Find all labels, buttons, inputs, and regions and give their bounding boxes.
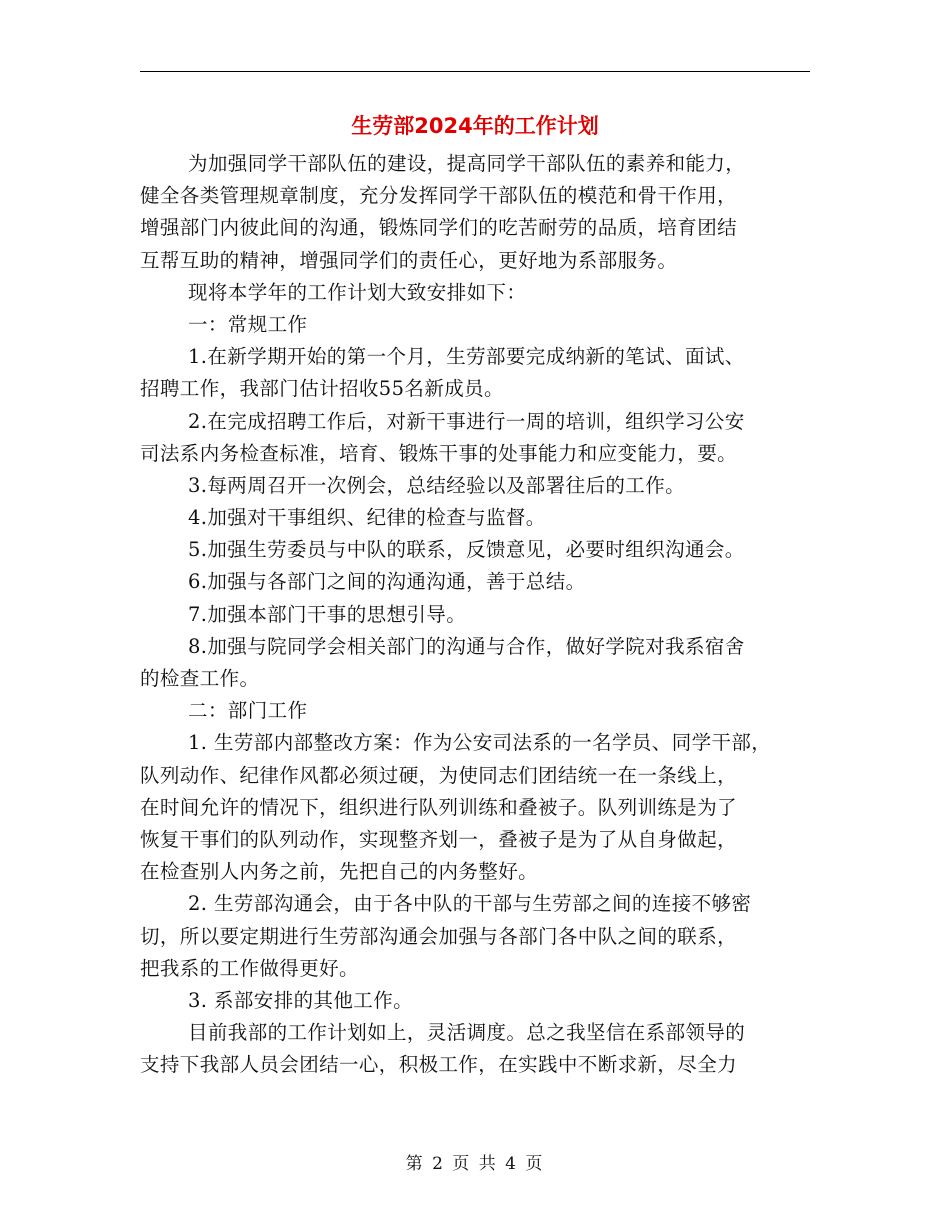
list-item: 3. 系部安排的其他工作。	[188, 988, 414, 1012]
section-heading: 二：部门工作	[188, 699, 308, 723]
paragraph-line: 互帮互助的精神，增强同学们的责任心，更好地为系部服务。	[140, 248, 678, 272]
list-item-continuation: 恢复干事们的队列动作，实现整齐划一，叠被子是为了从自身做起，	[140, 827, 738, 851]
list-item-continuation: 的检查工作。	[140, 667, 260, 690]
list-item: 1. 生劳部内部整改方案：作为公安司法系的一名学员、同学干部，	[188, 731, 772, 755]
list-item: 3.每两周召开一次例会，总结经验以及部署往后的工作。	[188, 473, 686, 497]
document-title: 生劳部2024年的工作计划	[351, 114, 599, 138]
page-number-footer: 第 2 页 共 4 页	[405, 1154, 545, 1174]
list-item: 4.加强对干事组织、纪律的检查与监督。	[188, 506, 546, 530]
list-item: 6.加强与各部门之间的沟通沟通，善于总结。	[188, 570, 586, 594]
paragraph-line: 现将本学年的工作计划大致安排如下：	[188, 280, 527, 304]
list-item-continuation: 招聘工作，我部门估计招收55名新成员。	[140, 377, 504, 401]
list-item: 7.加强本部门干事的思想引导。	[188, 602, 467, 626]
paragraph-line: 支持下我部人员会团结一心，积极工作，在实践中不断求新，尽全力	[140, 1053, 738, 1077]
paragraph-line: 健全各类管理规章制度，充分发挥同学干部队伍的模范和骨干作用，	[140, 184, 738, 208]
list-item-continuation: 切，所以要定期进行生劳部沟通会加强与各部门各中队之间的联系，	[140, 924, 738, 948]
list-item: 2.在完成招聘工作后，对新干事进行一周的培训，组织学习公安	[188, 409, 745, 433]
list-item: 5.加强生劳委员与中队的联系，反馈意见，必要时组织沟通会。	[188, 538, 745, 562]
header-rule	[140, 71, 810, 72]
section-heading: 一：常规工作	[188, 312, 308, 336]
list-item-continuation: 在检查别人内务之前，先把自己的内务整好。	[140, 860, 539, 884]
paragraph-line: 目前我部的工作计划如上，灵活调度。总之我坚信在系部领导的	[188, 1021, 746, 1045]
paragraph-line: 增强部门内彼此间的沟通，锻炼同学们的吃苦耐劳的品质，培育团结	[140, 216, 738, 240]
list-item-continuation: 司法系内务检查标准，培育、锻炼干事的处事能力和应变能力，要。	[140, 441, 738, 465]
document-body	[140, 148, 830, 1081]
list-item-continuation: 在时间允许的情况下，组织进行队列训练和叠被子。队列训练是为了	[140, 795, 738, 819]
list-item-continuation: 队列动作、纪律作风都必须过硬，为使同志们团结统一在一条线上，	[140, 763, 738, 787]
list-item: 2. 生劳部沟通会，由于各中队的干部与生劳部之间的连接不够密	[188, 892, 752, 916]
list-item-continuation: 把我系的工作做得更好。	[140, 956, 359, 980]
list-item: 1.在新学期开始的第一个月，生劳部要完成纳新的笔试、面试、	[188, 345, 745, 369]
list-item: 8.加强与院同学会相关部门的沟通与合作，做好学院对我系宿舍	[188, 634, 745, 658]
paragraph-line: 为加强同学干部队伍的建设，提高同学干部队伍的素养和能力，	[188, 152, 746, 175]
